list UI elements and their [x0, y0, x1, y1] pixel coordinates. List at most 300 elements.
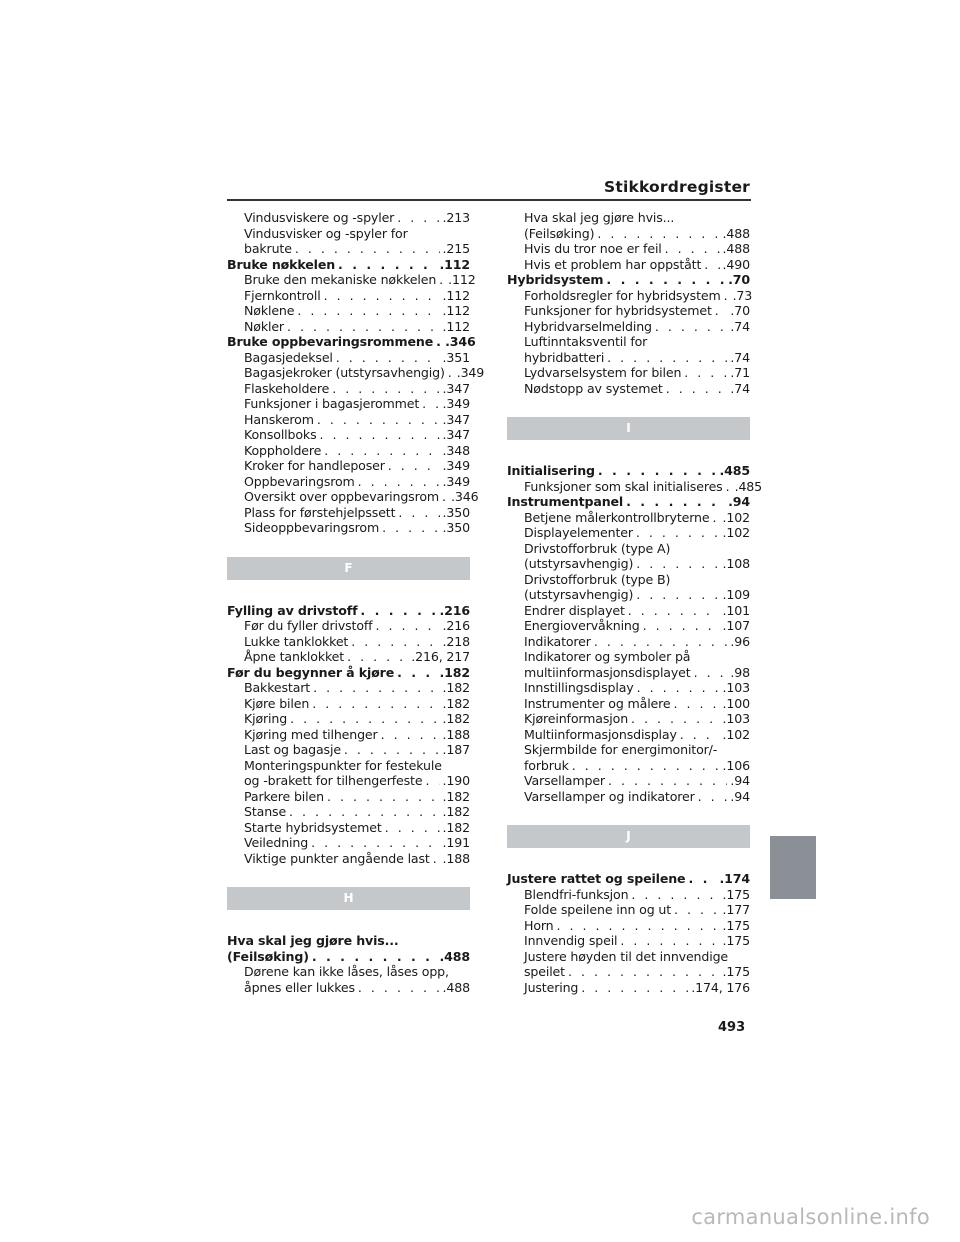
dot-leader [724, 288, 730, 304]
entry-term: Last og bagasje [244, 742, 341, 757]
entry-term: Konsollboks [244, 427, 317, 442]
dot-leader [358, 980, 440, 996]
index-entry-main [227, 949, 470, 965]
entry-term: Bagasjekroker (utstyrsavhengig) [244, 365, 445, 380]
index-entry-sub [507, 319, 750, 335]
entry-term: Starte hybridsystemet [244, 819, 382, 835]
chapter-side-tab [770, 836, 816, 899]
index-column-left [227, 210, 485, 995]
entry-term: (utstyrsavhengig) [524, 587, 634, 602]
entry-page-ref: .490 [722, 256, 750, 272]
index-entry-sub [507, 287, 753, 304]
index-entry-sub [507, 918, 750, 934]
entry-page-ref: .347 [442, 380, 470, 396]
dot-leader [665, 241, 720, 257]
dot-leader [295, 241, 440, 257]
page-header-title: Stikkordregister [603, 178, 750, 196]
entry-term: og -brakett for tilhengerfeste [244, 773, 423, 788]
index-entry-continued: Drivstofforbruk (type B) [524, 571, 671, 587]
dot-leader [290, 711, 439, 727]
dot-leader [606, 272, 725, 288]
entry-term: Hybridvarselmelding [524, 318, 652, 334]
entry-term: Koppholdere [244, 442, 322, 458]
index-entry-sub [507, 902, 750, 918]
index-entry-sub [227, 520, 470, 536]
entry-term: Forholdsregler for hybridsystem [524, 287, 721, 303]
entry-page-ref: .112 [442, 303, 470, 318]
entry-page-ref: .488 [442, 979, 470, 995]
index-entry-sub [227, 272, 476, 288]
index-entry-continued: Indikatorer og symboler på [524, 649, 691, 664]
entry-term: Initialisering [507, 463, 595, 478]
index-entry-sub [507, 365, 750, 381]
index-entry-sub [227, 851, 470, 867]
index-entry-sub [227, 474, 470, 490]
dot-leader [311, 835, 439, 851]
entry-term: Åpne tanklokket [244, 649, 345, 664]
entry-term: Plass for førstehjelpssett [244, 504, 396, 520]
dot-leader [382, 520, 439, 536]
entry-term: Horn [524, 917, 554, 933]
entry-term: Blendfri-funksjon [524, 886, 629, 902]
index-entry-main [507, 272, 750, 288]
entry-page-ref: .213 [442, 210, 470, 225]
entry-term: Bagasjedeksel [244, 349, 333, 365]
index-entry-main [507, 494, 750, 510]
entry-page-ref: .174, 176 [691, 979, 750, 995]
index-entry-continued: Drivstofforbruk (type A) [524, 540, 671, 556]
entry-page-ref: .74 [730, 318, 750, 334]
entry-term: Fjernkontroll [244, 287, 321, 303]
entry-page-ref: .216 [442, 618, 470, 633]
dot-leader [726, 479, 732, 495]
entry-page-ref: .182 [442, 804, 470, 819]
header-divider [227, 199, 751, 201]
entry-term: Instrumentpanel [507, 494, 624, 509]
index-entry-continued: Vindusvisker og -spyler for [244, 225, 408, 241]
dot-leader [436, 334, 442, 350]
entry-page-ref: .102 [722, 726, 750, 742]
index-entry-continued: Skjermbilde for energimonitor/- [524, 742, 718, 757]
dot-leader [715, 303, 728, 319]
entry-term: Vindusviskere og -spyler [244, 210, 395, 225]
entry-page-ref: .350 [442, 504, 470, 520]
entry-term: Bruke nøkkelen [227, 256, 336, 272]
dot-leader [626, 494, 725, 510]
entry-page-ref: .182 [442, 819, 470, 835]
entry-page-ref: .96 [730, 633, 750, 649]
entry-page-ref: .109 [722, 587, 750, 602]
entry-page-ref: .349 [442, 473, 470, 489]
entry-page-ref: .346 [451, 489, 479, 504]
entry-term: Før du begynner å kjøre [227, 664, 395, 680]
dot-leader [598, 463, 717, 479]
entry-page-ref: .188 [442, 850, 470, 866]
dot-leader [572, 758, 720, 774]
entry-page-ref: .175 [722, 886, 750, 902]
index-entry-sub [507, 603, 750, 619]
entry-term: Folde speilene inn og ut [524, 902, 672, 917]
entry-page-ref: .191 [442, 835, 470, 850]
index-entry-sub [507, 758, 750, 774]
entry-term: (Feilsøking) [524, 225, 595, 241]
entry-page-ref: .106 [722, 757, 750, 773]
dot-leader [425, 773, 439, 789]
entry-term: Funksjoner i bagasjerommet [244, 396, 420, 411]
entry-page-ref: .190 [442, 773, 470, 788]
index-entry-sub [227, 381, 470, 397]
index-entry-sub [507, 510, 750, 526]
index-entry-sub [507, 634, 750, 650]
dot-leader [332, 381, 439, 397]
index-entry-main [227, 665, 470, 681]
entry-page-ref: .74 [730, 380, 750, 396]
entry-term: Hanskerom [244, 411, 314, 427]
entry-term: Funksjoner som skal initialiseres [524, 478, 723, 494]
entry-term: Instrumenter og målere [524, 695, 671, 711]
entry-page-ref: .103 [722, 711, 750, 726]
dot-leader [698, 789, 728, 805]
entry-page-ref: .488 [722, 225, 750, 241]
entry-page-ref: .101 [722, 602, 750, 618]
index-entry-sub [227, 773, 470, 789]
entry-page-ref: .351 [442, 349, 470, 365]
index-entry-sub [227, 727, 470, 743]
entry-page-ref: .349 [442, 458, 470, 473]
dot-leader [448, 365, 454, 381]
entry-term: Før du fyller drivstoff [244, 618, 373, 633]
entry-page-ref: .350 [442, 520, 470, 535]
index-entry-sub [507, 381, 750, 397]
entry-page-ref: .98 [730, 664, 750, 680]
entry-term: Oversikt over oppbevaringsrom [244, 489, 440, 504]
entry-page-ref: .175 [722, 933, 750, 948]
index-entry-sub [227, 711, 470, 727]
dot-leader [643, 618, 720, 634]
entry-term: Bruke oppbevaringsrommene [227, 334, 434, 349]
index-entry-continued: Hva skal jeg gjøre hvis... [227, 933, 399, 948]
dot-leader [557, 918, 720, 934]
dot-leader [636, 525, 720, 541]
index-entry-sub [227, 742, 470, 758]
index-entry-sub [507, 665, 750, 681]
index-entry-sub [507, 350, 750, 366]
dot-leader [442, 489, 448, 505]
section-header: J [507, 825, 750, 848]
entry-page-ref: .347 [442, 427, 470, 442]
dot-leader [347, 649, 408, 665]
entry-page-ref: .112 [442, 287, 470, 303]
entry-page-ref: .112 [448, 272, 476, 287]
dot-leader [360, 603, 436, 619]
entry-page-ref: .346 [445, 334, 476, 349]
entry-page-ref: .74 [730, 349, 750, 365]
dot-leader [320, 427, 440, 443]
entry-term: hybridbatteri [524, 349, 605, 365]
index-entry-continued: Monteringspunkter for festekule [244, 757, 442, 773]
dot-leader [422, 396, 439, 412]
section-header: H [227, 887, 470, 910]
entry-page-ref: .485 [719, 463, 750, 478]
dot-leader [674, 696, 720, 712]
index-entry-sub [507, 478, 763, 495]
entry-page-ref: .485 [734, 478, 763, 494]
page-number: 493 [718, 1020, 746, 1035]
entry-term: Indikatorer [524, 633, 591, 649]
index-entry-sub [227, 835, 470, 851]
entry-term: Endrer displayet [524, 602, 625, 618]
dot-leader [637, 680, 720, 696]
entry-page-ref: .70 [728, 272, 750, 287]
index-entry-continued: Hva skal jeg gjøre hvis... [524, 210, 675, 225]
dot-leader [620, 933, 719, 949]
dot-leader [344, 742, 440, 758]
dot-leader [375, 618, 439, 634]
index-entry-sub [227, 396, 470, 412]
index-entry-sub [227, 618, 470, 634]
entry-term: (Feilsøking) [227, 948, 309, 964]
dot-leader [317, 412, 440, 428]
dot-leader [327, 789, 440, 805]
entry-page-ref: .347 [442, 411, 470, 427]
dot-leader [324, 288, 440, 304]
dot-leader [289, 804, 440, 820]
dot-leader [351, 634, 439, 650]
index-entry-sub [507, 711, 750, 727]
index-entry-sub [507, 933, 750, 949]
index-entry-sub [507, 680, 750, 696]
entry-page-ref: .71 [730, 365, 750, 380]
dot-leader [397, 665, 436, 681]
entry-term: Bakkestart [244, 680, 311, 695]
dot-leader [568, 964, 720, 980]
entry-page-ref: .177 [722, 902, 750, 917]
entry-term: Innstillingsdisplay [524, 680, 634, 695]
dot-leader [688, 871, 716, 887]
entry-term: Betjene målerkontrollbryterne [524, 509, 710, 525]
index-entry-sub [507, 587, 750, 603]
index-entry-sub [227, 319, 470, 335]
entry-page-ref: .174 [719, 871, 750, 886]
dot-leader [388, 458, 440, 474]
index-entry-sub [507, 773, 750, 789]
entry-page-ref: .488 [722, 241, 750, 256]
entry-term: Kjøring [244, 711, 288, 726]
dot-leader [397, 210, 439, 226]
index-entry-sub [507, 618, 750, 634]
entry-page-ref: .102 [722, 509, 750, 525]
entry-page-ref: .182 [442, 788, 470, 804]
entry-page-ref: .175 [722, 917, 750, 933]
entry-term: Justering [524, 979, 579, 995]
entry-page-ref: .100 [722, 695, 750, 711]
entry-page-ref: .349 [442, 396, 470, 411]
dot-leader [636, 556, 719, 572]
index-entry-sub [227, 427, 470, 443]
entry-page-ref: .94 [730, 773, 750, 788]
entry-page-ref: .94 [730, 788, 750, 804]
section-header: I [507, 417, 750, 440]
entry-page-ref: .112 [439, 256, 470, 272]
entry-term: bakrute [244, 241, 292, 256]
dot-leader [631, 711, 720, 727]
dot-leader [324, 443, 439, 459]
dot-leader [385, 820, 440, 836]
dot-leader [594, 634, 728, 650]
index-entry-main [227, 257, 470, 273]
entry-page-ref: .188 [442, 726, 470, 742]
entry-page-ref: .112 [442, 318, 470, 334]
index-entry-continued: Luftinntaksventil for [524, 334, 648, 349]
dot-leader [607, 350, 727, 366]
index-entry-sub [227, 634, 470, 650]
index-entry-sub [227, 804, 470, 820]
index-entry-continued: Dørene kan ikke låses, låses opp, [244, 964, 449, 979]
dot-leader [684, 365, 727, 381]
entry-page-ref: .348 [442, 442, 470, 458]
entry-term: speilet [524, 964, 565, 979]
dot-leader [680, 727, 720, 743]
dot-leader [433, 851, 440, 867]
index-entry-sub [507, 964, 750, 980]
index-entry-sub [507, 980, 750, 996]
entry-page-ref: .175 [722, 964, 750, 979]
dot-leader [608, 773, 727, 789]
dot-leader [704, 257, 719, 273]
index-entry-sub [507, 257, 750, 273]
entry-term: Kjøre bilen [244, 695, 310, 711]
entry-page-ref: .182 [442, 711, 470, 726]
dot-leader [712, 510, 719, 526]
index-entry-sub [227, 350, 470, 366]
index-entry-main [227, 334, 476, 350]
entry-term: Fylling av drivstoff [227, 602, 358, 618]
index-column-right [507, 210, 763, 995]
index-entry-sub [227, 980, 470, 996]
dot-leader [297, 303, 439, 319]
index-entry-sub [507, 303, 750, 319]
entry-term: Viktige punkter angående last [244, 850, 430, 866]
index-entry-sub [227, 443, 470, 459]
index-entry-sub [507, 525, 750, 541]
index-entry-main [507, 871, 750, 887]
index-entry-sub [227, 505, 470, 521]
entry-page-ref: .349 [456, 365, 485, 380]
entry-page-ref: .182 [442, 680, 470, 695]
index-entry-sub [227, 820, 470, 836]
entry-term: Nødstopp av systemet [524, 380, 663, 396]
index-entry-sub [227, 696, 470, 712]
index-entry-sub [227, 303, 470, 319]
entry-term: Nøkler [244, 318, 284, 334]
index-entry-sub [227, 241, 470, 257]
entry-term: Energiovervåkning [524, 618, 640, 633]
index-entry-sub [507, 226, 750, 242]
index-entry-main [507, 463, 750, 479]
dot-leader [597, 226, 719, 242]
dot-leader [628, 603, 720, 619]
entry-term: Nøklene [244, 303, 295, 318]
dot-leader [666, 381, 728, 397]
entry-term: Hvis du tror noe er feil [524, 241, 662, 256]
watermark-text: carmanualsonline.info [691, 1205, 930, 1229]
index-entry-sub [227, 680, 470, 696]
entry-term: Varsellamper og indikatorer [524, 788, 695, 804]
entry-term: Flaskeholdere [244, 380, 330, 396]
entry-page-ref: .216 [439, 602, 470, 618]
index-entry-sub [507, 727, 750, 743]
dot-leader [313, 680, 439, 696]
entry-term: Displayelementer [524, 525, 633, 540]
dot-leader [336, 350, 440, 366]
entry-page-ref: .215 [442, 241, 470, 256]
entry-term: multiinformasjonsdisplayet [524, 664, 691, 680]
entry-page-ref: .182 [439, 664, 470, 680]
entry-term: Parkere bilen [244, 788, 324, 804]
dot-leader [338, 257, 436, 273]
entry-page-ref: .73 [732, 287, 753, 303]
dot-leader [655, 319, 728, 335]
index-entry-sub [227, 288, 470, 304]
dot-leader [287, 319, 440, 335]
entry-page-ref: .107 [722, 618, 750, 633]
index-entry-continued: Justere høyden til det innvendige [524, 948, 729, 964]
entry-page-ref: .70 [730, 303, 750, 318]
entry-page-ref: .94 [728, 494, 750, 509]
entry-term: Hybridsystem [507, 272, 604, 287]
entry-term: (utstyrsavhengig) [524, 556, 634, 571]
entry-term: Oppbevaringsrom [244, 473, 355, 489]
entry-page-ref: .103 [722, 680, 750, 695]
entry-term: Innvendig speil [524, 933, 618, 948]
dot-leader [398, 505, 439, 521]
index-entry-sub [227, 412, 470, 428]
index-entry-sub [507, 241, 750, 257]
dot-leader [312, 696, 439, 712]
entry-term: Varsellamper [524, 773, 605, 788]
entry-term: Stanse [244, 804, 287, 819]
entry-term: Multiinformasjonsdisplay [524, 726, 677, 742]
entry-term: åpnes eller lukkes [244, 979, 355, 995]
index-entry-sub [227, 458, 470, 474]
entry-term: Bruke den mekaniske nøkkelen [244, 272, 437, 287]
dot-leader [674, 902, 720, 918]
dot-leader [381, 727, 440, 743]
entry-page-ref: .182 [442, 695, 470, 711]
entry-term: Funksjoner for hybridsystemet [524, 303, 712, 318]
index-entry-sub [227, 210, 470, 226]
entry-term: forbruk [524, 757, 569, 773]
entry-page-ref: .216, 217 [411, 649, 470, 664]
index-entry-sub [507, 887, 750, 903]
section-header: F [227, 557, 470, 580]
dot-leader [581, 980, 688, 996]
index-entry-sub [227, 789, 470, 805]
entry-term: Hvis et problem har oppstått [524, 256, 702, 272]
index-entry-sub [227, 489, 479, 505]
entry-term: Kroker for handleposer [244, 458, 385, 473]
dot-leader [636, 587, 719, 603]
entry-term: Veiledning [244, 835, 309, 850]
entry-term: Kjøreinformasjon [524, 711, 629, 726]
dot-leader [358, 474, 440, 490]
index-entry-sub [507, 789, 750, 805]
index-entry-sub [227, 649, 470, 665]
entry-term: Kjøring med tilhenger [244, 726, 378, 742]
entry-term: Lukke tanklokket [244, 633, 349, 649]
dot-leader [694, 665, 728, 681]
entry-page-ref: .187 [442, 742, 470, 757]
